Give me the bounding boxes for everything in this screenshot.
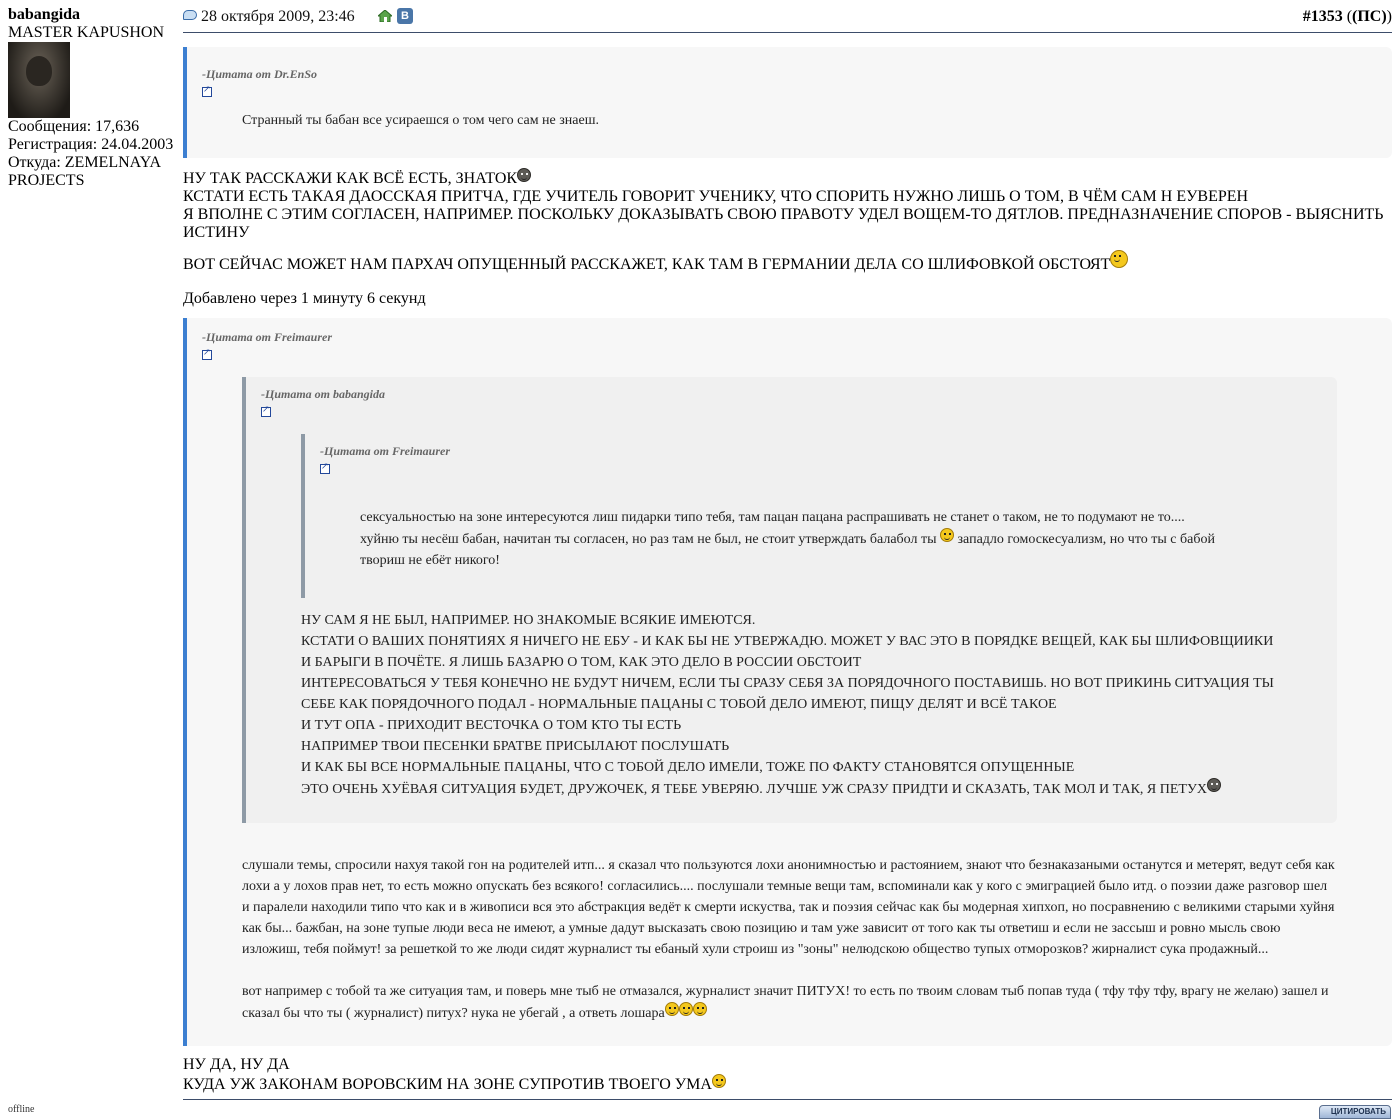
view-post-icon[interactable] [320,464,330,474]
quote-text: ЭТО ОЧЕНЬ ХУЁВАЯ СИТУАЦИЯ БУДЕТ, ДРУЖОЧЕК, Я ТЕБЕ УВЕРЯЮ. ЛУЧШЕ УЖ СРАЗУ ПРИДТИ И СКАЗАТЬ, ТАК МОЛ И ТАК, Я ПЕТУХ [301,782,1207,797]
body-line [183,168,1392,188]
body-line [183,1074,1392,1094]
user-rank: MASTER KAPUSHON [8,24,165,41]
avatar [8,42,70,118]
quote-line: И ТУТ ОПА - ПРИХОДИТ ВЕСТОЧКА О ТОМ КТО ТЫ ЕСТЬ [301,718,682,733]
smiley-icon [665,1002,679,1016]
quote-line: И КАК БЫ ВСЕ НОРМАЛЬНЫЕ ПАЦАНЫ, ЧТО С ТОБОЙ ДЕЛО ИМЕЛИ, ТОЖЕ ПО ФАКТУ СТАНОВЯТСЯ ОПУЩЕННЫЕ [301,760,1075,775]
message-icon [183,10,197,20]
smiley-icon [517,168,531,182]
post-footer-divider [183,1099,1392,1100]
quote-block [183,318,1392,1046]
user-posts: Сообщения: 17,636 [8,118,140,135]
quote-title: -Цитата от babangida [261,387,386,401]
nested-quote [242,377,1337,823]
quote-block [183,47,1392,158]
quote-line: НАПРИМЕР ТВОИ ПЕСЕНКИ БРАТВЕ ПРИСЫЛАЮТ ПОСЛУШАТЬ [301,739,730,754]
post-header [183,6,1392,33]
user-status: offline [8,1104,35,1115]
smiley-icon [693,1002,707,1016]
username[interactable]: babangida [8,6,81,23]
body-line: КСТАТИ ЕСТЬ ТАКАЯ ДАОССКАЯ ПРИТЧА, ГДЕ УЧИТЕЛЬ ГОВОРИТ УЧЕНИКУ, ЧТО СПОРИТЬ НУЖНО ЛИШЬ О ТОМ, В ЧЁМ САМ Н ЕУВЕРЕН [183,188,1249,205]
quote-line [301,778,1282,800]
quote-line: твориш не ебёт никого! [360,553,500,568]
quote-line: и паралели находили типо что как и в живописи вся это абстракция ведёт к смерти искуства, так и поэзия сейчас как бы модерная хипхоп, но посравнению с великими старыми хуйня [242,900,1335,915]
quote-line [242,1002,1337,1024]
quote-line: слушали темы, спросили нахуя такой гон на родителей итп... я сказал что пользуются лохи анонимностью и растоянием, знают что безнаказаными останутся и метерят, ведут себя как [242,858,1335,873]
post-number[interactable]: #1353 ((ПС)) [1302,8,1392,25]
quote-line: ИНТЕРЕСОВАТЬСЯ У ТЕБЯ КОНЕЧНО НЕ БУДУТ НИЧЕМ, ЕСЛИ ТЫ СРАЗУ СЕБЯ ЗА ПОРЯДОЧНОГО ПОСТАВИШЬ. НО ВОТ ПРИКИНЬ СИТУАЦИЯ ТЫ [301,676,1274,691]
post-number-value[interactable]: #1353 [1302,8,1343,25]
quote-title: -Цитата от Freimaurer [202,330,333,344]
added-note: Добавлено через 1 минуту 6 секунд [183,290,426,307]
vk-icon[interactable]: В [397,8,413,24]
user-info [8,6,178,190]
nested-quote [301,434,1282,598]
view-post-icon[interactable] [202,87,212,97]
view-post-icon[interactable] [261,407,271,417]
quote-text: хуйню ты несёш бабан, начитан ты согласен, но раз там не был, не стоит утверждать балабол ты [360,532,937,547]
quote-line: вот например с тобой та же ситуация там, и поверь мне тыб не отмазался, журналист значит ПИТУХ! то есть по твоим словам тыб попав туда ( тфу тфу тфу, врагу не желаю) зашел и [242,984,1329,999]
quote-line [360,528,1282,550]
body-line: НУ ДА, НУ ДА [183,1056,290,1073]
body-line: Я ВПОЛНЕ С ЭТИМ СОГЛАСЕН, НАПРИМЕР. ПОСКОЛЬКУ ДОКАЗЫВАТЬ СВОЮ ПРАВОТУ УДЕЛ ВОЩЕМ-ТО ДЯТЛОВ. ПРЕДНАЗНАЧЕНИЕ СПОРОВ - ВЫЯСНИТЬ ИСТИНУ [183,206,1384,241]
quote-line: как бы... бажбан, на зоне тупые люди веса не имеют, а умные дадут высказать свою позицию и там уже зависит от того как ты ответиш и если не зассыш и ровно мысль свою [242,921,1281,936]
body-text: ВОТ СЕЙЧАС МОЖЕТ НАМ ПАРХАЧ ОПУЩЕННЫЙ РАССКАЖЕТ, КАК ТАМ В ГЕРМАНИИ ДЕЛА СО ШЛИФОВКОЙ ОБСТОЯТ [183,256,1111,273]
quote-line: лохи а у лохов прав нет, то есть можно опускать без всякого! согласились.... послушали темные вещи там, вспоминали как у кого с эмиграцией было итд. о поэзии даже разговор шел [242,879,1328,894]
user-location-2: PROJECTS [8,172,85,189]
quote-text: сказал бы что ты ( журналист) питух? нука не убегай , а ответь лошара [242,1006,665,1021]
post-body [183,1056,1392,1094]
home-icon[interactable] [378,10,392,22]
user-registered: Регистрация: 24.04.2003 [8,136,174,153]
quote-line: сексуальностью на зоне интересуются лиш пидарки типо тебя, там пацан пацана распрашивать не станет о таком, не то подумают не то.... [360,510,1185,525]
body-text: КУДА УЖ ЗАКОНАМ ВОРОВСКИМ НА ЗОНЕ СУПРОТИВ ТВОЕГО УМА [183,1076,712,1093]
quote-button[interactable]: ЦИТИРОВАТЬ [1319,1105,1391,1119]
quote-text: западло гомоскесуализм, но что ты с бабой [957,532,1215,547]
quote-line: изложиш, тебя поймут! за решеткой то же люди сидят журналист ты ебаный хули строиш из "зоны" нелюдскою общество тупых отморозков? жирналист сука продажный... [242,942,1269,957]
smiley-icon [940,528,954,542]
quote-line: СЕБЕ КАК ПОРЯДОЧНОГО ПОДАЛ - НОРМАЛЬНЫЕ ПАЦАНЫ С ТОБОЙ ДЕЛО ИМЕЮТ, ПИЩУ ДЕЛЯТ И ВСЁ ТАКОЕ [301,697,1057,712]
post-body [183,168,1392,308]
post-date: 28 октября 2009, 23:46 [201,8,355,25]
quote-line: НУ САМ Я НЕ БЫЛ, НАПРИМЕР. НО ЗНАКОМЫЕ ВСЯКИЕ ИМЕЮТСЯ. [301,613,756,628]
smiley-icon [1207,778,1221,792]
smiley-icon [679,1002,693,1016]
user-location: Откуда: ZEMELNAYA [8,154,162,171]
quote-line: КСТАТИ О ВАШИХ ПОНЯТИЯХ Я НИЧЕГО НЕ ЕБУ - И КАК БЫ НЕ УТВЕРЖАДЮ. МОЖЕТ У ВАС ЭТО В ПОРЯДКЕ ВЕЩЕЙ, КАК БЫ ШЛИФОВЩИИКИ [301,634,1274,649]
post [183,6,1392,1094]
quote-title: -Цитата от Freimaurer [320,444,451,458]
quote-text: Странный ты бабан все усираешся о том чего сам не знаеш. [242,113,599,128]
smiley-icon [1110,250,1128,268]
smiley-icon [712,1074,726,1088]
quote-line: И БАРЫГИ В ПОЧЁТЕ. Я ЛИШЬ БАЗАРЮ О ТОМ, КАК ЭТО ДЕЛО В РОССИИ ОБСТОИТ [301,655,862,670]
body-text: НУ ТАК РАССКАЖИ КАК ВСЁ ЕСТЬ, ЗНАТОК [183,170,518,187]
body-line [183,250,1392,274]
quote-title: -Цитата от Dr.EnSo [202,67,318,81]
post-number-suffix: (ПС) [1352,8,1387,25]
view-post-icon[interactable] [202,350,212,360]
